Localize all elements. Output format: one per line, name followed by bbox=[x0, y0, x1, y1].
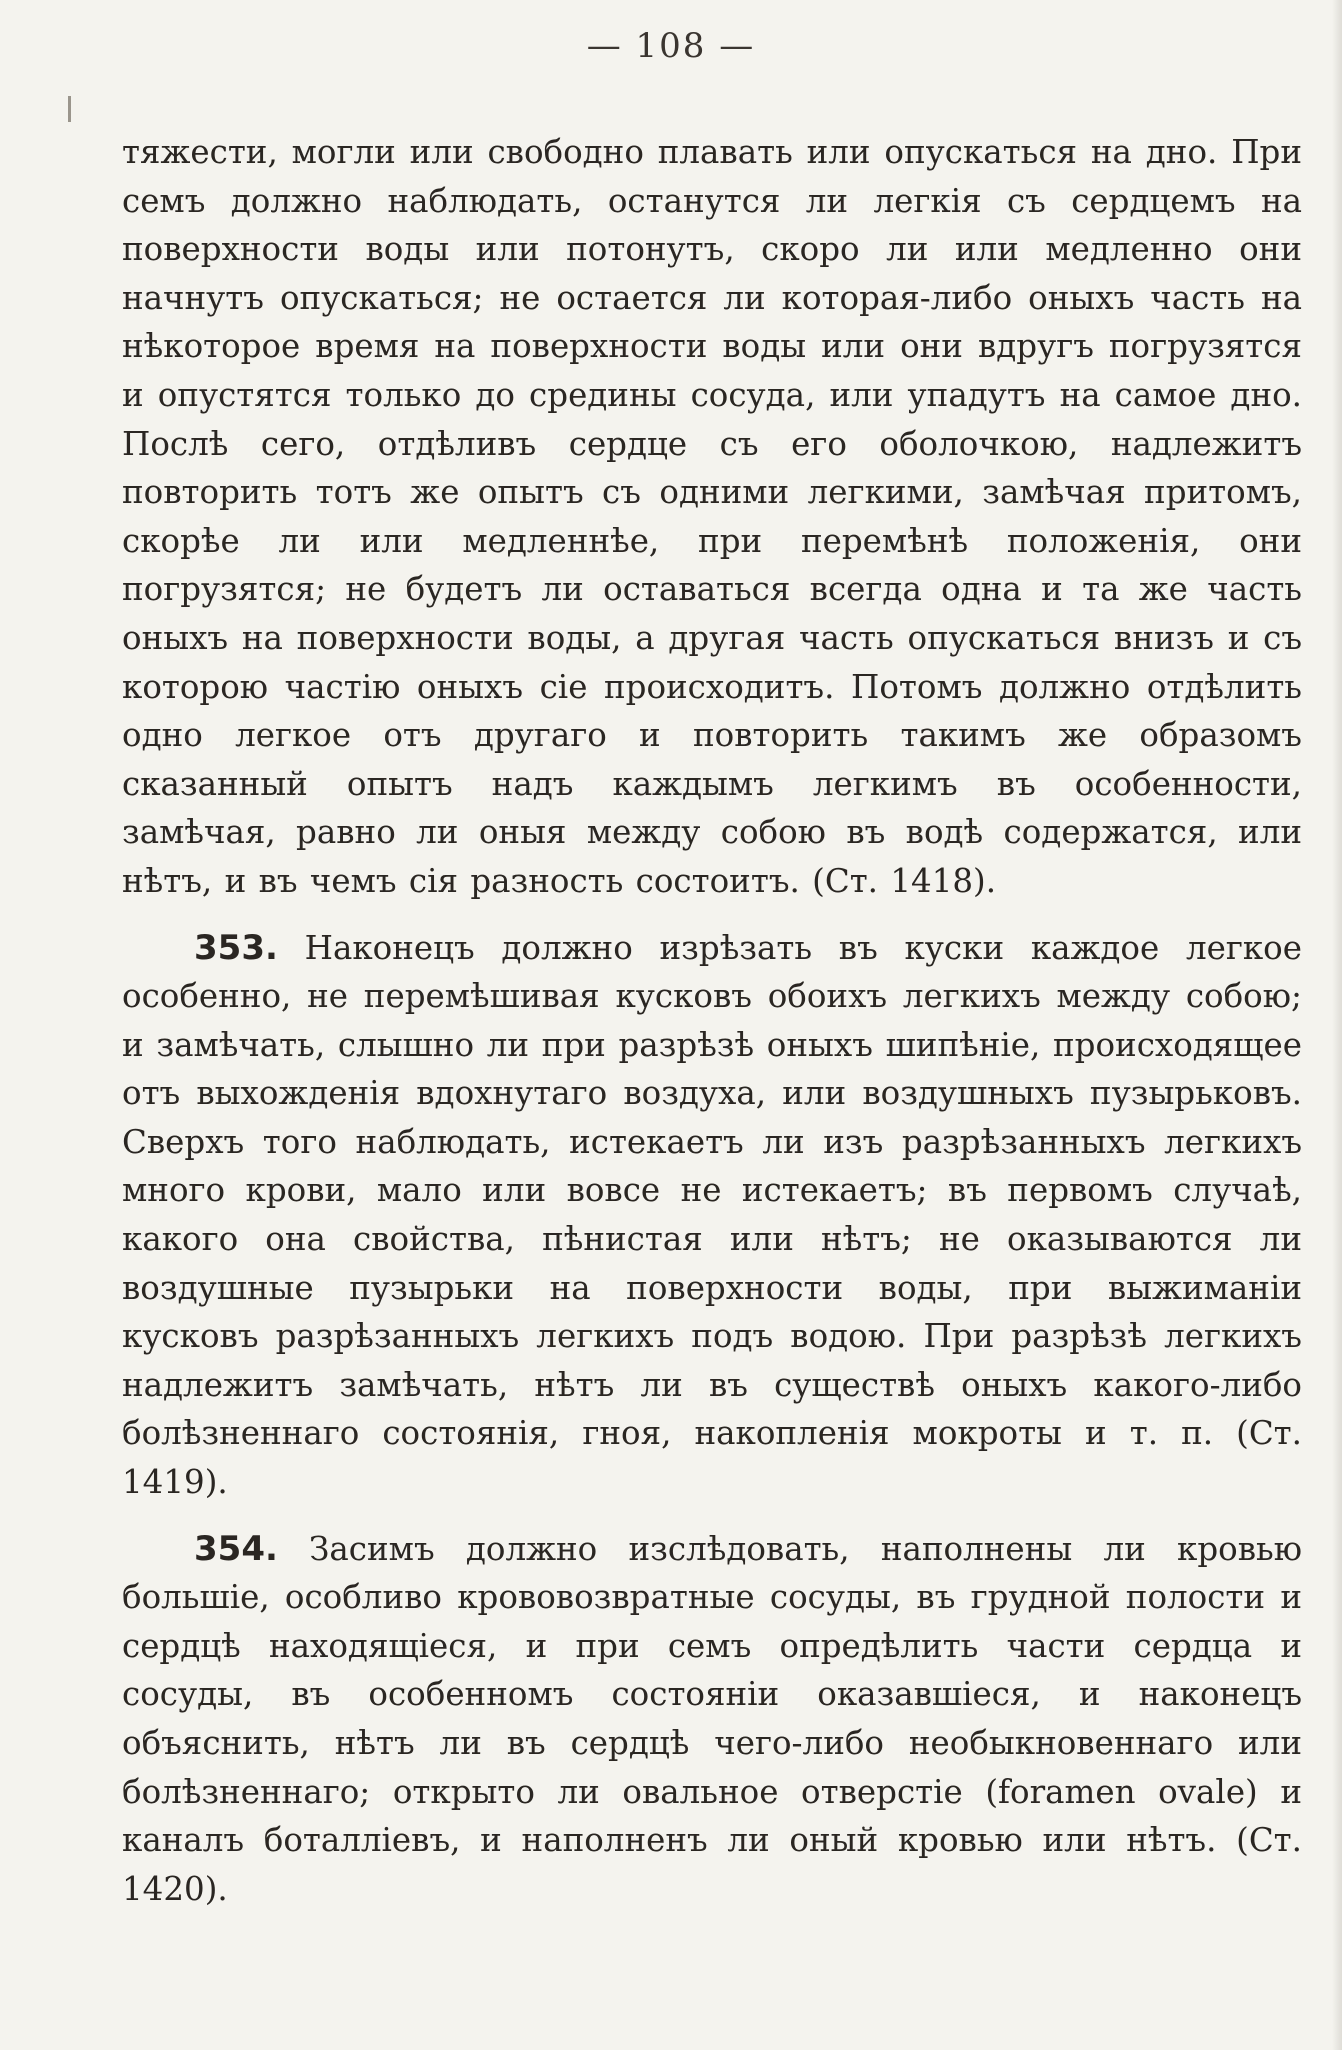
paragraph-continued bbox=[122, 128, 1302, 906]
section-number: 354. bbox=[194, 1528, 278, 1569]
paragraph-354 bbox=[122, 1525, 1302, 1914]
margin-mark bbox=[68, 96, 71, 122]
page-edge-shadow bbox=[1332, 0, 1342, 2050]
paragraph-text: тяжести, могли или свободно плавать или опускаться на дно. При семъ должно наблюдать, останутся ли легкія съ сердцемъ на поверхности воды или потонутъ, скоро ли или медленно они начнутъ опускаться; не остается ли которая-либо оныхъ часть на нѣкоторое время на поверхности воды или они вдругъ погрузятся и опустятся только до средины сосуда, или упадутъ на самое дно. Послѣ сего, отдѣливъ сердце съ его оболочкою, надлежитъ повторить тотъ же опытъ съ одними легкими, замѣчая притомъ, скорѣе ли или медленнѣе, при перемѣнѣ положенія, они погрузятся; не будетъ ли оставаться всегда одна и та же часть оныхъ на поверхности воды, а другая часть опускаться внизъ и съ которою частію оныхъ сіе происходитъ. Потомъ должно отдѣлить одно легкое отъ другаго и повторить такимъ же образомъ сказанный опытъ надъ каждымъ легкимъ въ особенности, замѣчая, равно ли оныя между собою въ водѣ содержатся, или нѣтъ, и въ чемъ сія разность состоитъ. (Ст. 1418). bbox=[122, 133, 1302, 900]
paragraph-353 bbox=[122, 924, 1302, 1507]
paragraph-text: Засимъ должно изслѣдовать, наполнены ли кровью большіе, особливо крововозвратные сосуды, въ грудной полости и сердцѣ находящіеся, и при семъ опредѣлить части сердца и сосуды, въ особенномъ состояніи оказавшіеся, и наконецъ объяснить, нѣтъ ли въ сердцѣ чего-либо необыкновеннаго или болѣзненнаго; открыто ли овальное отверстіе (foramen ovale) и каналъ боталліевъ, и наполненъ ли оный кровью или нѣтъ. (Ст. 1420). bbox=[122, 1529, 1302, 1908]
body-text bbox=[122, 128, 1302, 1913]
paragraph-text: Наконецъ должно изрѣзать въ куски каждое легкое особенно, не перемѣшивая кусковъ обоихъ легкихъ между собою; и замѣчать, слышно ли при разрѣзѣ оныхъ шипѣніе, происходящее отъ выхожденія вдохнутаго воздуха, или воздушныхъ пузырьковъ. Сверхъ того наблюдать, истекаетъ ли изъ разрѣзанныхъ легкихъ много крови, мало или вовсе не истекаетъ; въ первомъ случаѣ, какого она свойства, пѣнистая или нѣтъ; не оказываются ли воздушные пузырьки на поверхности воды, при выжиманіи кусковъ разрѣзанныхъ легкихъ подъ водою. При разрѣзѣ легкихъ надлежитъ замѣчать, нѣтъ ли въ существѣ оныхъ какого-либо болѣзненнаго состоянія, гноя, накопленія мокроты и т. п. (Ст. 1419). bbox=[122, 928, 1302, 1502]
page-number: — 108 — bbox=[586, 26, 756, 66]
section-number: 353. bbox=[194, 927, 278, 968]
